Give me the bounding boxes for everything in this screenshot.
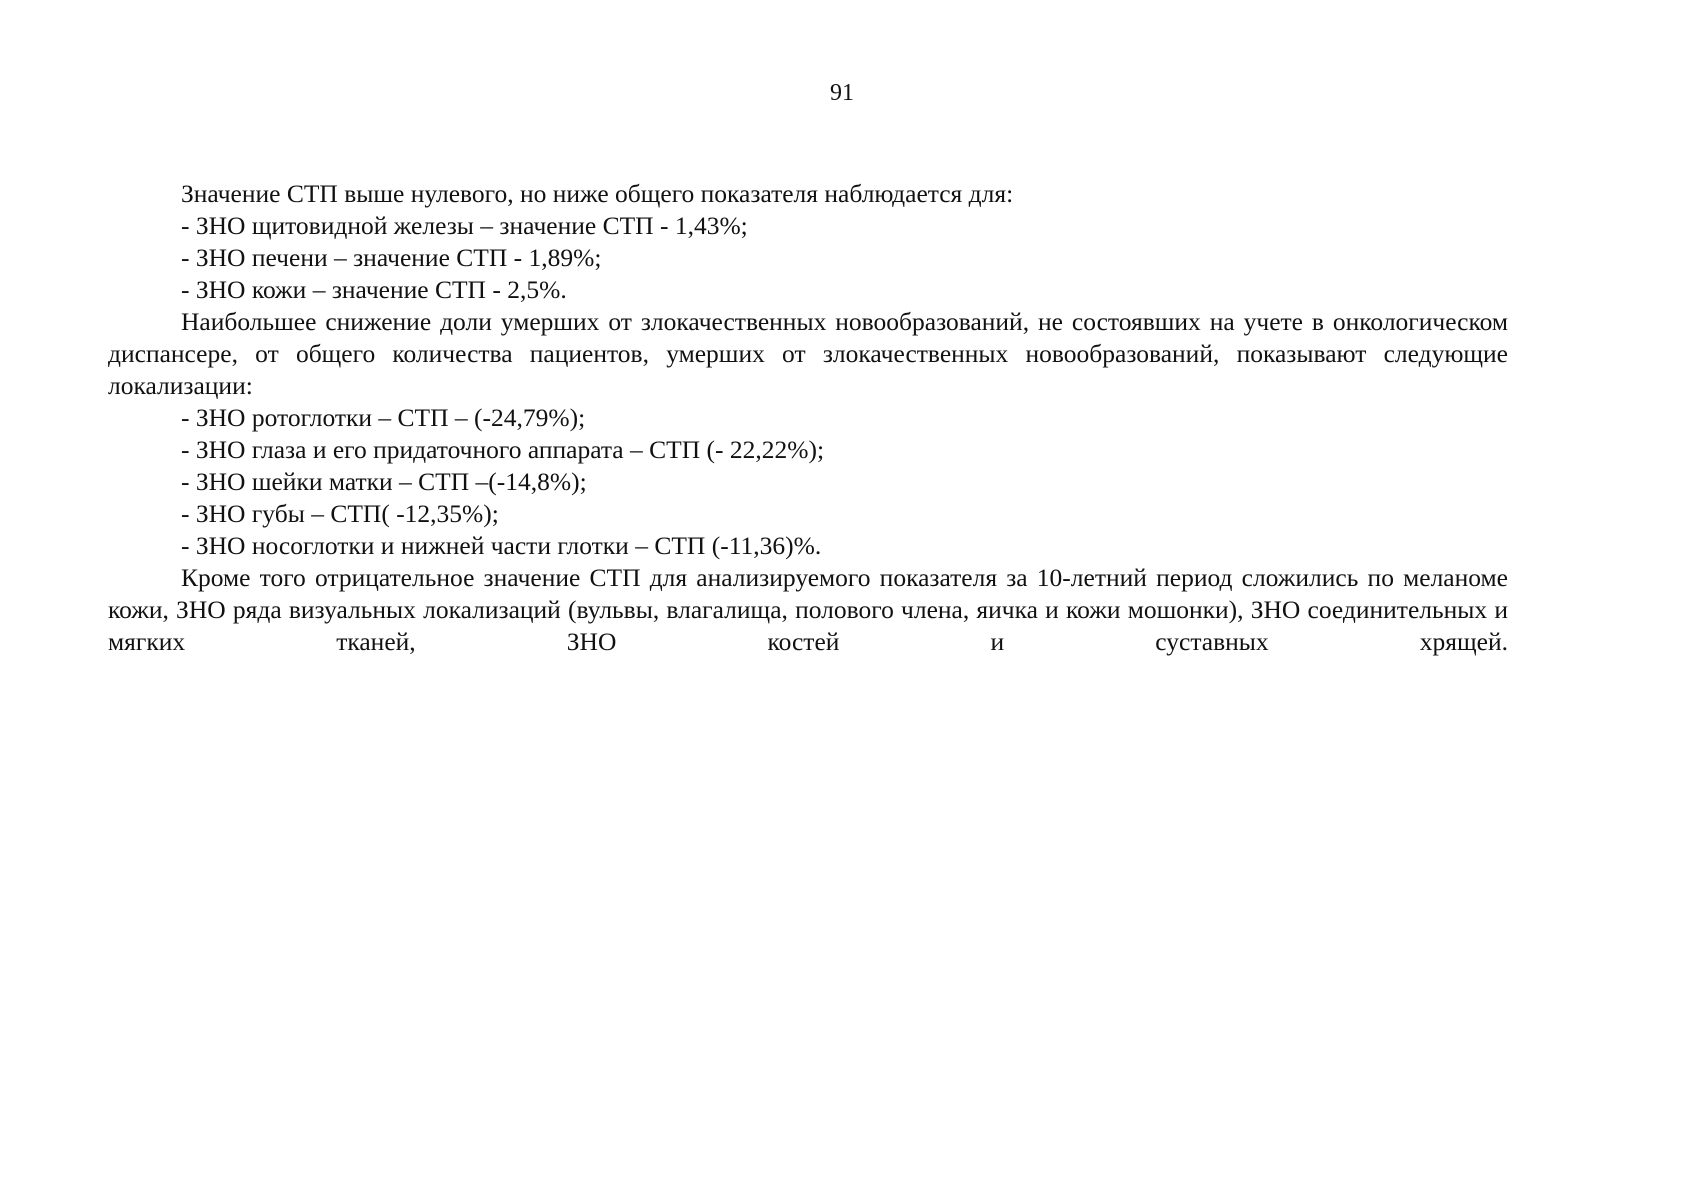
list-item: - ЗНО ротоглотки – СТП – (-24,79%); [181, 403, 586, 432]
list-item: - ЗНО щитовидной железы – значение СТП - 1,43%; [181, 211, 748, 240]
list-item: - ЗНО губы – СТП( -12,35%); [181, 499, 499, 528]
paragraph-decline: Наибольшее снижение доли умерших от злокачественных новообразований, не состоявших на учете в онкологическом диспансере, от общего количества пациентов, умерших от злокачественных новообразований, показывают следующие локализации: [108, 307, 1508, 400]
paragraph-negative: Кроме того отрицательное значение СТП для анализируемого показателя за 10-летний период сложились по меланоме кожи, ЗНО ряда визуальных локализаций (вульвы, влагалища, полового члена, яичка и кожи мошонки), ЗНО соединительных и мягких тканей, ЗНО костей и суставных хрящей. [108, 563, 1508, 656]
page-number: 91 [830, 80, 854, 106]
list-decline [108, 402, 1508, 562]
list-item: - ЗНО глаза и его придаточного аппарата – СТП (- 22,22%); [181, 435, 825, 464]
list-item: - ЗНО кожи – значение СТП - 2,5%. [181, 275, 567, 304]
intro-line: Значение СТП выше нулевого, но ниже общего показателя наблюдается для: [181, 179, 1014, 208]
list-item: - ЗНО носоглотки и нижней части глотки – СТП (-11,36)%. [181, 531, 822, 560]
list-item: - ЗНО шейки матки – СТП –(-14,8%); [181, 467, 587, 496]
list-above-zero [108, 210, 1508, 306]
document-body [108, 178, 1508, 658]
list-item: - ЗНО печени – значение СТП - 1,89%; [181, 243, 602, 272]
